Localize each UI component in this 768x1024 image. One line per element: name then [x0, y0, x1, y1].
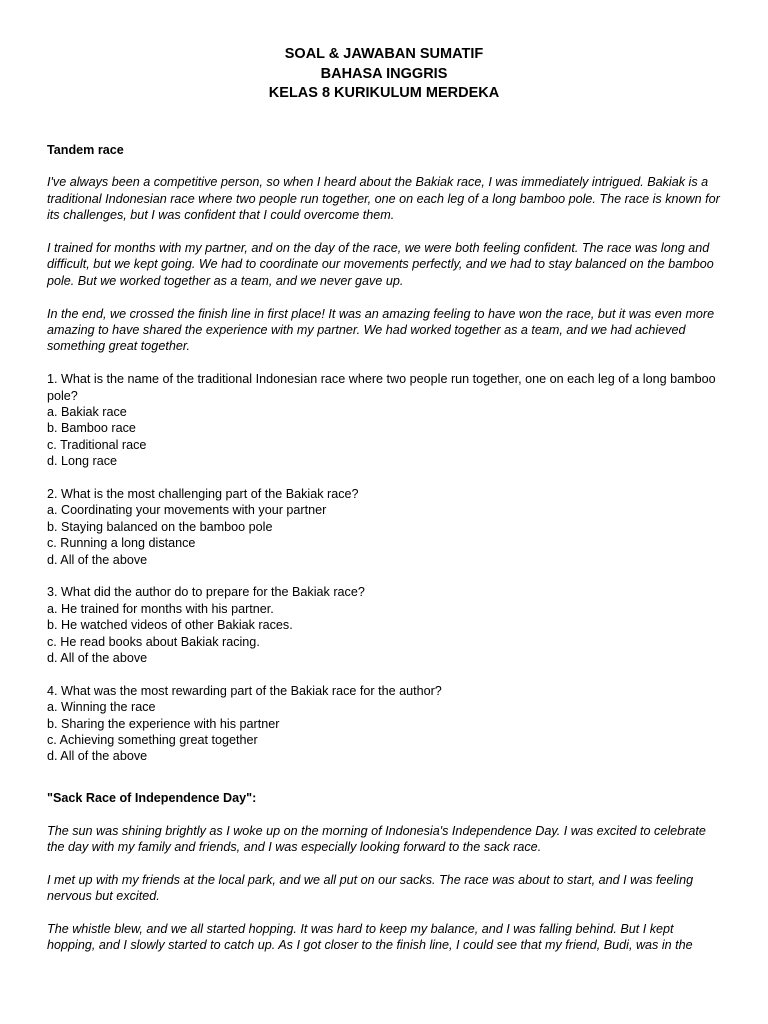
section-1-title: Tandem race [47, 142, 124, 157]
answer-option: a. Coordinating your movements with your partner [47, 503, 327, 518]
section-1-paragraph: In the end, we crossed the finish line in first place! It was an amazing feeling to have won the race, but it was even more amazing to have shared the experience with my partner. We had worked together as a team, and we had achieved something great together. [47, 306, 715, 354]
section-2-paragraph: I met up with my friends at the local park, and we all put on our sacks. The race was about to start, and I was feeling nervous but excited. [47, 872, 694, 904]
answer-option: a. Bakiak race [47, 404, 127, 419]
answer-option: a. Winning the race [47, 700, 156, 715]
answer-option: c. He read books about Bakiak racing. [47, 634, 260, 649]
answer-option: d. All of the above [47, 749, 148, 764]
document-header [47, 0, 721, 104]
question-text: 3. What did the author do to prepare for the Bakiak race? [47, 585, 365, 600]
section-1-paragraph: I trained for months with my partner, and on the day of the race, we were both feeling confident. The race was long and difficult, but we kept going. We had to coordinate our movements perfectly, and we had to stay balanced on the bamboo pole. But we worked together as a team, and we never gave up. [47, 240, 714, 288]
question-text: 1. What is the name of the traditional Indonesian race where two people run together, one on each leg of a long bamboo pole? [47, 372, 716, 403]
answer-option: c. Achieving something great together [47, 733, 258, 748]
header-title-line-1: SOAL & JAWABAN SUMATIF [284, 46, 484, 62]
answer-option: d. Long race [47, 454, 118, 469]
question-3 [47, 584, 721, 666]
answer-option: b. Bamboo race [47, 421, 136, 436]
answer-option: b. Sharing the experience with his partner [47, 716, 280, 731]
answer-option: b. He watched videos of other Bakiak races. [47, 618, 293, 633]
question-2 [47, 486, 721, 568]
answer-option: a. He trained for months with his partner. [47, 601, 274, 616]
question-text: 2. What is the most challenging part of the Bakiak race? [47, 486, 359, 501]
section-1-paragraph: I've always been a competitive person, so when I heard about the Bakiak race, I was immediately intrigued. Bakiak is a traditional Indonesian race where two people run together, one on each leg of a long bamboo pole. The race is known for its challenges, but I was confident that I could overcome them. [47, 175, 720, 223]
question-1 [47, 371, 721, 469]
header-title-line-3: KELAS 8 KURIKULUM MERDEKA [268, 85, 500, 101]
section-2-paragraph: The sun was shining brightly as I woke up on the morning of Indonesia's Independence Day. I was excited to celebrate the day with my family and friends, and I was especially looking forward to the sack race. [47, 823, 706, 855]
question-4 [47, 683, 721, 765]
section-2-title: "Sack Race of Independence Day": [47, 790, 257, 805]
answer-option: d. All of the above [47, 552, 148, 567]
answer-option: c. Traditional race [47, 437, 147, 452]
header-title-line-2: BAHASA INGGRIS [320, 65, 448, 82]
answer-option: d. All of the above [47, 651, 148, 665]
section-2-paragraph: The whistle blew, and we all started hopping. It was hard to keep my balance, and I was falling behind. But I kept hopping, and I slowly started to catch up. As I got closer to the finish line, I could see that my friend, Budi, was in the [47, 922, 693, 953]
answer-option: c. Running a long distance [47, 536, 196, 551]
answer-option: b. Staying balanced on the bamboo pole [47, 519, 273, 534]
question-text: 4. What was the most rewarding part of the Bakiak race for the author? [47, 683, 442, 698]
